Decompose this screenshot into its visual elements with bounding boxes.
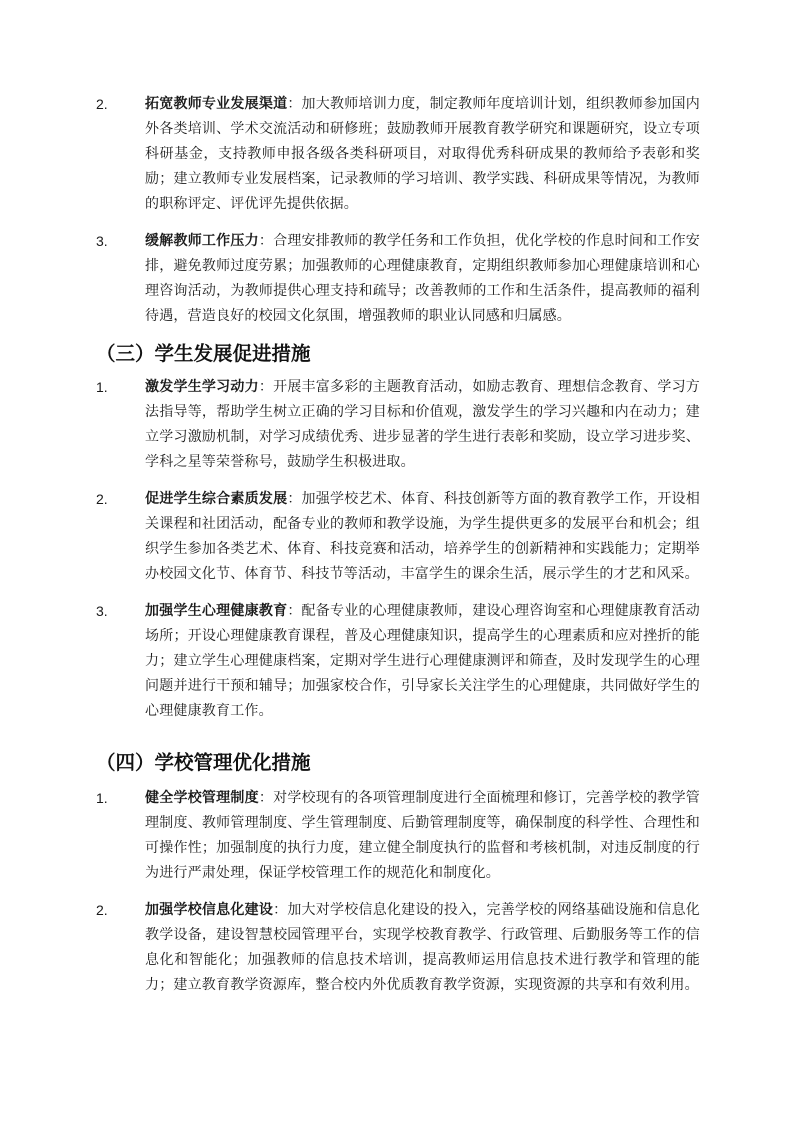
section-heading: （四）学校管理优化措施: [96, 751, 311, 774]
teacher-measures-list: [0, 92, 794, 341]
item-text: [145, 487, 700, 587]
item-body: ：合理安排教师的教学任务和工作负担，优化学校的作息时间和工作安排，避免教师过度劳累；加强教师的心理健康教育，定期组织教师参加心理健康培训和心理咨询活动，为教师提供心理支持和疏导；改善教师的工作和生活条件，提高教师的福利待遇，营造良好的校园文化氛围，增强教师的职业认同感和归属感。: [145, 233, 700, 324]
list-item: [0, 786, 794, 886]
item-body: ：加强学校艺术、体育、科技创新等方面的教育教学工作，开设相关课程和社团活动，配备专业的教师和教学设施，为学生提供更多的发展平台和机会；组织学生参加各类艺术、体育、科技竞赛和活动，培养学生的创新精神和实践能力；定期举办校园文化节、体育节、科技节等活动，丰富学生的课余生活，展示学生的才艺和风采。: [145, 491, 700, 582]
item-number: 2.: [96, 96, 108, 112]
section-heading: （三）学生发展促进措施: [96, 342, 311, 365]
list-item: [0, 229, 794, 329]
item-number: 1.: [96, 790, 108, 806]
item-term: 健全学校管理制度: [145, 790, 259, 806]
item-term: 加强学生心理健康教育: [145, 603, 288, 619]
item-text: [145, 229, 700, 329]
item-number: 2.: [96, 491, 108, 507]
item-text: [145, 786, 700, 886]
item-body: ：对学校现有的各项管理制度进行全面梳理和修订，完善学校的教学管理制度、教师管理制度、学生管理制度、后勤管理制度等，确保制度的科学性、合理性和可操作性；加强制度的执行力度，建立健全制度执行的监督和考核机制，对违反制度的行为进行严肃处理，保证学校管理工作的规范化和制度化。: [145, 790, 700, 881]
list-item: [0, 898, 794, 998]
item-text: [145, 599, 700, 724]
list-item: [0, 487, 794, 587]
item-body: ：加大教师培训力度，制定教师年度培训计划，组织教师参加国内外各类培训、学术交流活动和研修班；鼓励教师开展教育教学研究和课题研究，设立专项科研基金，支持教师申报各级各类科研项目，对取得优秀科研成果的教师给予表彰和奖励；建立教师专业发展档案，记录教师的学习培训、教学实践、科研成果等情况，为教师的职称评定、评优评先提供依据。: [145, 96, 700, 212]
item-number: 2.: [96, 902, 108, 918]
item-body: ：加大对学校信息化建设的投入，完善学校的网络基础设施和信息化教学设备，建设智慧校园管理平台，实现学校教育教学、行政管理、后勤服务等工作的信息化和智能化；加强教师的信息技术培训，提高教师运用信息技术进行教学和管理的能力；建立教育教学资源库，整合校内外优质教育教学资源，实现资源的共享和有效利用。: [145, 902, 700, 993]
list-item: [0, 92, 794, 217]
item-number: 3.: [96, 603, 108, 619]
list-item: [0, 599, 794, 724]
item-text: [145, 375, 700, 475]
item-text: [145, 898, 700, 998]
management-measures-list: [0, 786, 794, 1010]
student-measures-list: [0, 375, 794, 736]
item-term: 加强学校信息化建设: [145, 902, 274, 918]
item-body: ：配备专业的心理健康教师，建设心理咨询室和心理健康教育活动场所；开设心理健康教育课程，普及心理健康知识，提高学生的心理素质和应对挫折的能力；建立学生心理健康档案，定期对学生进行心理健康测评和筛查，及时发现学生的心理问题并进行干预和辅导；加强家校合作，引导家长关注学生的心理健康，共同做好学生的心理健康教育工作。: [145, 603, 700, 719]
item-term: 拓宽教师专业发展渠道: [145, 96, 288, 112]
list-item: [0, 375, 794, 475]
item-number: 1.: [96, 379, 108, 395]
item-term: 缓解教师工作压力: [145, 233, 259, 249]
item-term: 激发学生学习动力: [145, 379, 259, 395]
item-body: ：开展丰富多彩的主题教育活动，如励志教育、理想信念教育、学习方法指导等，帮助学生树立正确的学习目标和价值观，激发学生的学习兴趣和内在动力；建立学习激励机制，对学习成绩优秀、进步显著的学生进行表彰和奖励，设立学习进步奖、学科之星等荣誉称号，鼓励学生积极进取。: [145, 379, 700, 470]
item-term: 促进学生综合素质发展: [145, 491, 288, 507]
item-number: 3.: [96, 233, 108, 249]
item-text: [145, 92, 700, 217]
